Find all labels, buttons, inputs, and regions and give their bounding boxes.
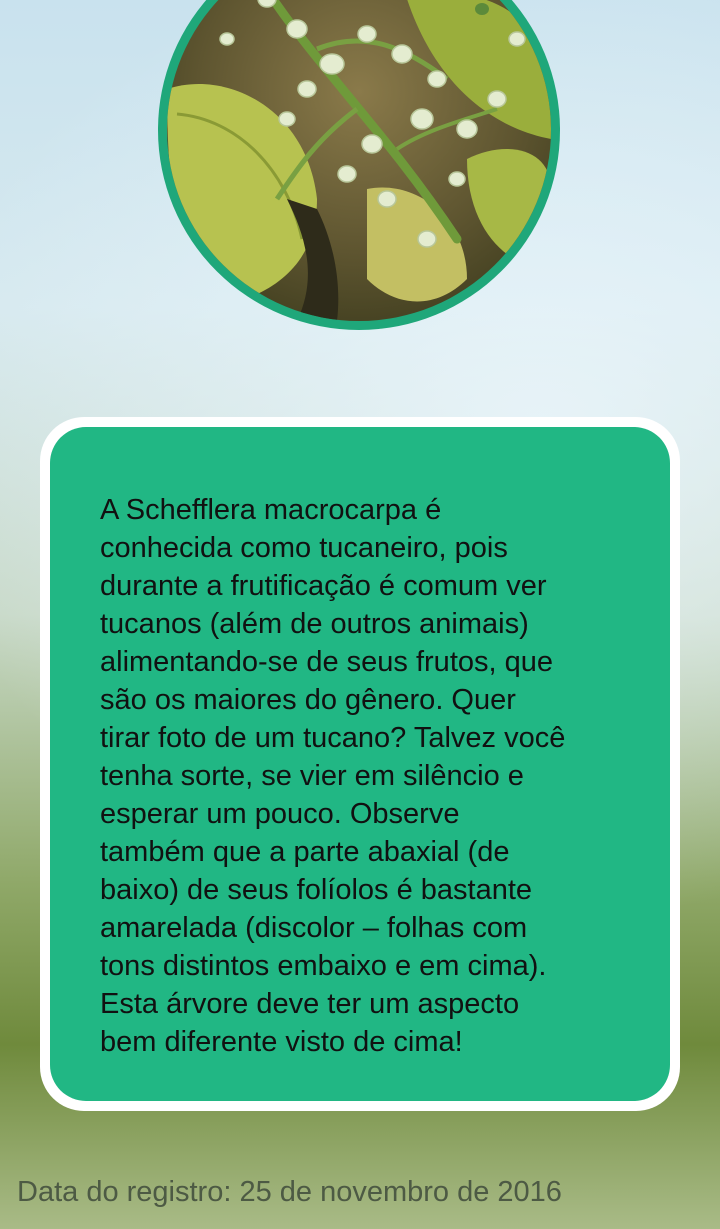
plant-photo [167,0,551,321]
info-card-text: A Schefflera macrocarpa é conhecida como tucaneiro, pois durante a frutificação é comum ver tucanos (além de outros animais) alimentando-se de seus frutos, que são os maiores do gênero. Quer tirar foto de um tucano? Talvez você tenha sorte, se vier em silêncio e esperar um pouco. Observe também que a parte abaxial (de baixo) de seus folíolos é bastante amarelada (discolor – folhas com tons distintos embaixo e em cima). Esta árvore deve ter um aspecto bem diferente visto de cima! [100,494,566,1058]
plant-photo-frame [158,0,560,330]
record-date: Data do registro: 25 de novembro de 2016 [17,1176,562,1208]
info-card-border [40,417,680,1111]
info-card [50,427,670,1101]
